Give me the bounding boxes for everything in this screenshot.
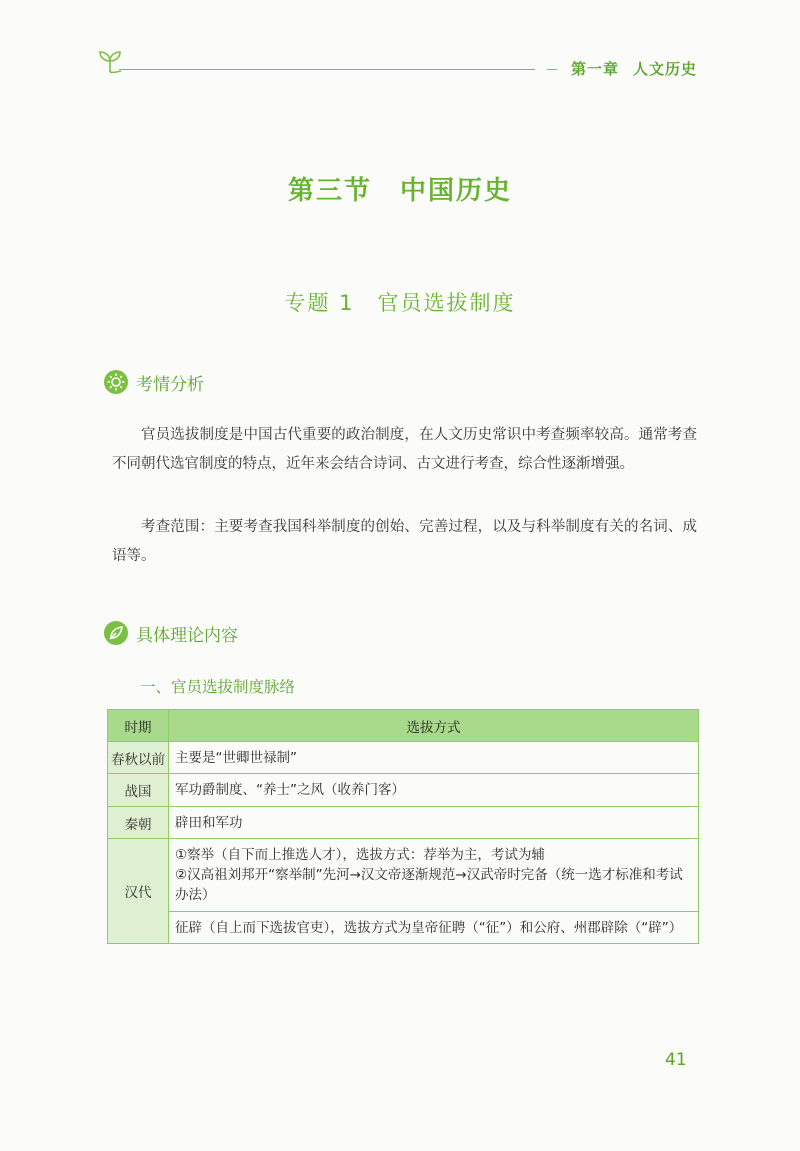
analysis-paragraph-1: 官员选拔制度是中国古代重要的政治制度，在人文历史常识中考查频率较高。通常考查不同朝代选官制度的特点，近年来会结合诗词、古文进行考查，综合性逐渐增强。 (112, 427, 697, 472)
header-rule-short (547, 69, 557, 70)
method-line: 辟田和军功 (175, 814, 243, 831)
page-number: 41 (665, 1050, 687, 1070)
method-cell (169, 807, 699, 839)
method-line: 军功爵制度、“养士”之风（收养门客） (175, 782, 405, 798)
content-heading (104, 620, 238, 646)
analysis-heading (104, 369, 204, 395)
selection-table (107, 709, 699, 944)
section-title: 第三节 中国历史 (287, 176, 512, 206)
era-cell: 春秋以前 (108, 742, 169, 774)
method-cell (169, 774, 699, 807)
analysis-heading-text: 考情分析 (136, 374, 204, 395)
topic-title: 专题 1 官员选拔制度 (284, 291, 516, 315)
method-line: 征辟（自上而下选拔官吏），选拔方式为皇帝征聘（“征”）和公府、州郡辟除（“辟”） (175, 920, 683, 936)
era-cell: 战国 (108, 774, 169, 807)
subheading: 一、官员选拔制度脉络 (140, 678, 296, 696)
table-row (108, 807, 699, 839)
method-cell (169, 742, 699, 774)
sun-icon (104, 370, 128, 394)
table-row (108, 912, 699, 944)
era-cell: 秦朝 (108, 807, 169, 839)
table-header-row (108, 710, 699, 742)
page-header (95, 44, 705, 84)
chapter-label (571, 58, 697, 79)
leaf-icon (104, 621, 128, 645)
table-row (108, 742, 699, 774)
method-line: ②汉高祖刘邦开“察举制”先河→汉文帝逐渐规范→汉武帝时完备（统一选才标准和考试办法） (175, 867, 683, 903)
content-heading-text: 具体理论内容 (136, 625, 238, 646)
method-line: ①察举（自下而上推选人才），选拔方式：荐举为主，考试为辅 (175, 847, 545, 863)
chapter-number: 第一章 (570, 60, 619, 78)
analysis-paragraph-2: 考查范围：主要考查我国科举制度的创始、完善过程，以及与科举制度有关的名词、成语等。 (112, 519, 697, 564)
chapter-name: 人文历史 (632, 60, 697, 78)
header-era: 时期 (108, 710, 169, 742)
table-row (108, 774, 699, 807)
method-line: 主要是“世卿世禄制” (175, 749, 297, 766)
table-row (108, 839, 699, 912)
sprout-icon (95, 46, 125, 76)
header-rule (119, 69, 535, 70)
method-cell (169, 839, 699, 912)
era-cell: 汉代 (108, 839, 169, 944)
header-method: 选拔方式 (169, 710, 699, 742)
method-cell (169, 912, 699, 944)
